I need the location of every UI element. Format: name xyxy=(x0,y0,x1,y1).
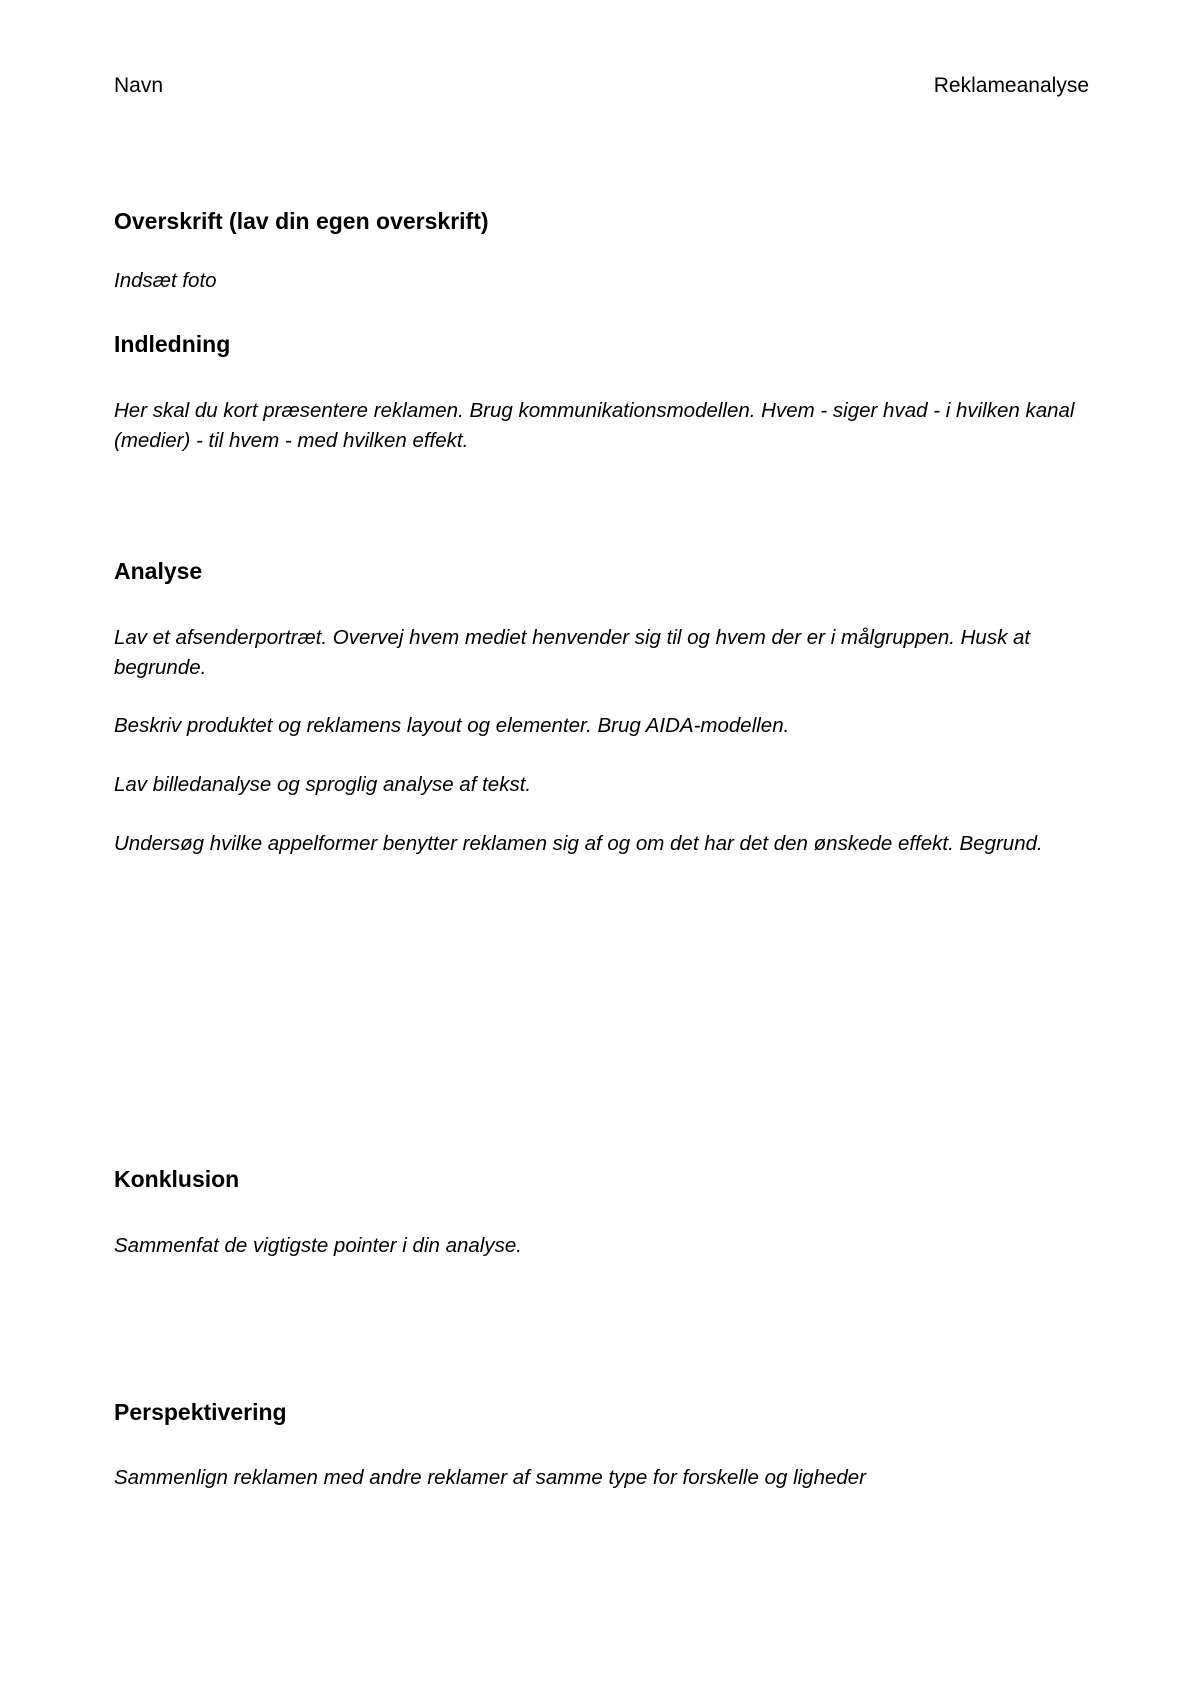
paragraph-konklusion: Sammenfat de vigtigste pointer i din analyse. xyxy=(114,1234,522,1257)
heading-indledning: Indledning xyxy=(114,331,231,357)
header-name: Navn xyxy=(114,74,164,97)
photo-placeholder: Indsæt foto xyxy=(114,269,217,292)
paragraph-perspektivering: Sammenlign reklamen med andre reklamer af samme type for forskelle og ligheder xyxy=(114,1466,867,1489)
paragraph-analyse-1: Lav et afsenderportræt. Overvej hvem mediet henvender sig til og hvem der er i målgruppen. Husk at begrunde. xyxy=(114,626,1031,679)
paragraph-analyse-4: Undersøg hvilke appelformer benytter reklamen sig af og om det har det den ønskede effekt. Begrund. xyxy=(114,832,1043,855)
heading-perspektivering: Perspektivering xyxy=(114,1399,287,1425)
header-document-type: Reklameanalyse xyxy=(933,74,1089,97)
paragraph-analyse-3: Lav billedanalyse og sproglig analyse af tekst. xyxy=(114,773,532,796)
document-title: Overskrift (lav din egen overskrift) xyxy=(114,208,489,234)
paragraph-analyse-2: Beskriv produktet og reklamens layout og elementer. Brug AIDA-modellen. xyxy=(114,714,790,737)
paragraph-indledning: Her skal du kort præsentere reklamen. Brug kommunikationsmodellen. Hvem - siger hvad - i hvilken kanal (medier) - til hvem - med hvilken effekt. xyxy=(114,399,1075,452)
heading-konklusion: Konklusion xyxy=(114,1166,240,1192)
page-header xyxy=(114,72,1089,100)
heading-analyse: Analyse xyxy=(114,558,203,584)
